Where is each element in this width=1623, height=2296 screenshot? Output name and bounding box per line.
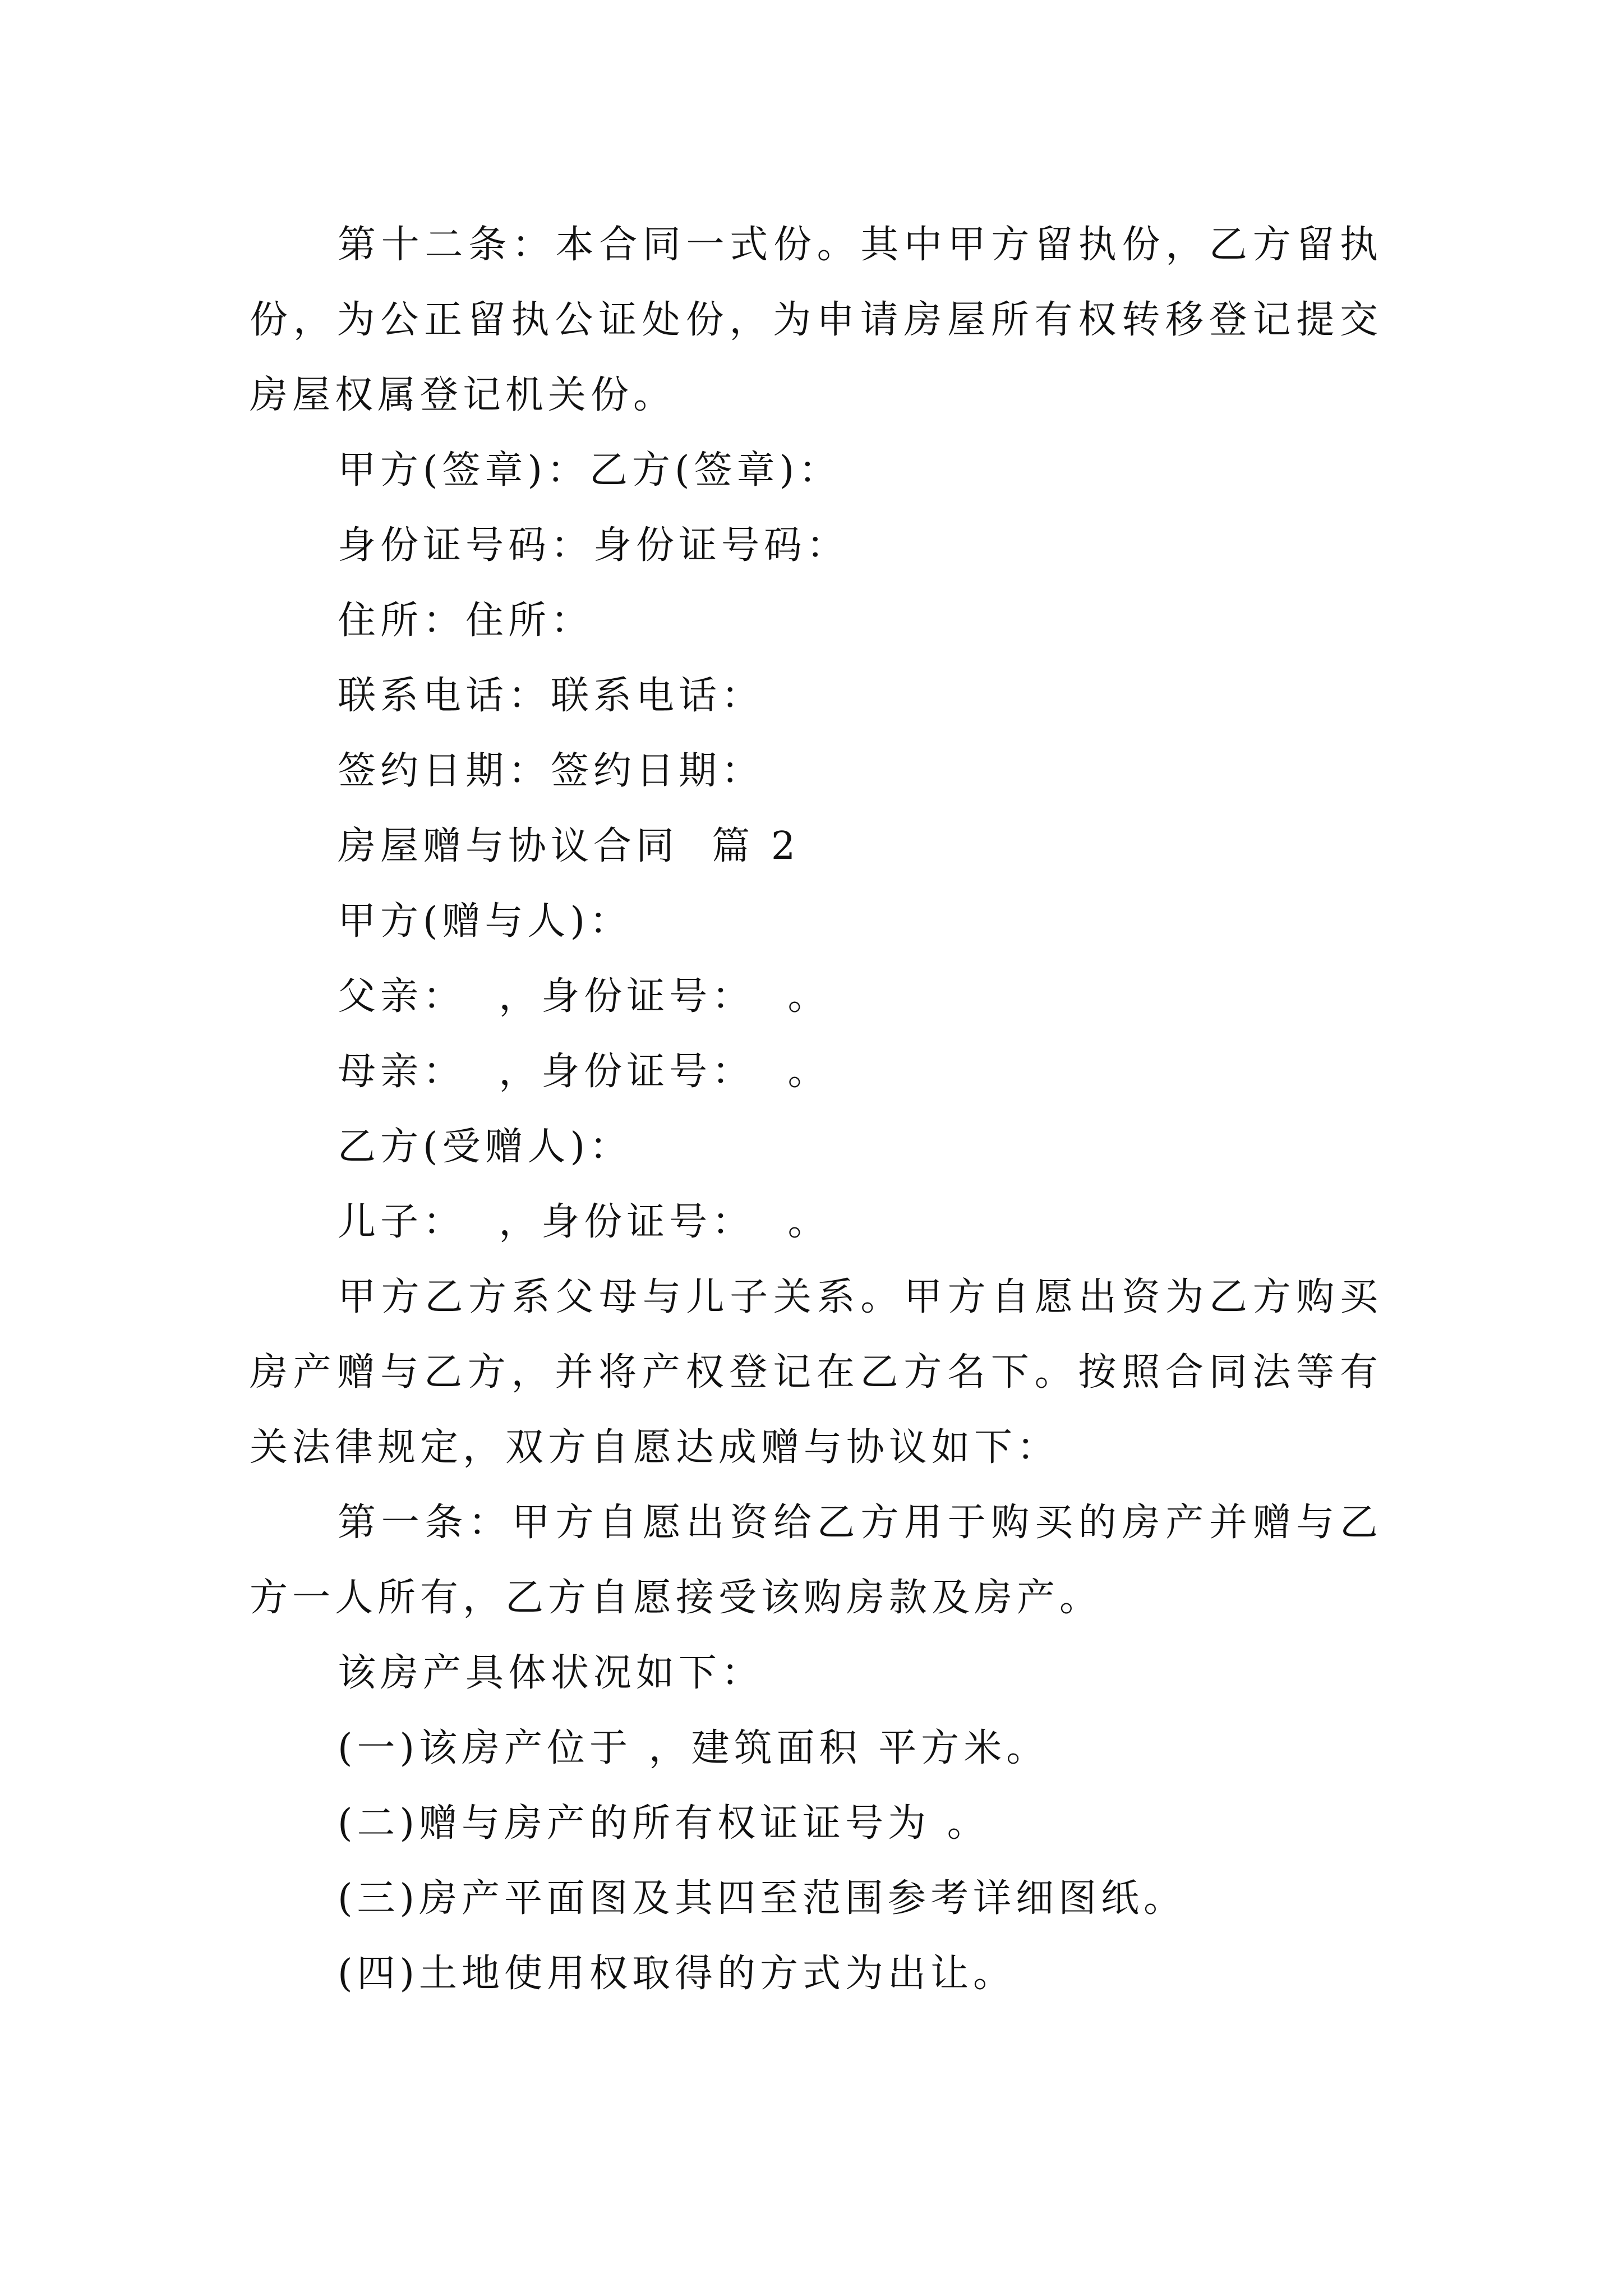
- property-item-3: (三)房产平面图及其四至范围参考详细图纸。: [338, 1876, 1187, 1921]
- father-line: 父亲： ，身份证号： 。: [338, 974, 831, 1019]
- signing-date-line: 签约日期：签约日期：: [338, 749, 764, 793]
- phone-line: 联系电话：联系电话：: [338, 674, 764, 718]
- id-number-line: 身份证号码：身份证号码：: [338, 523, 850, 568]
- party-b-heading: 乙方(受赠人)：: [338, 1125, 633, 1169]
- property-status-heading: 该房产具体状况如下：: [338, 1651, 764, 1695]
- son-line: 儿子： ，身份证号： 。: [338, 1200, 831, 1244]
- relationship-paragraph: 甲方乙方系父母与儿子关系。甲方自愿出资为乙方购买房产赠与乙方，并将产权登记在乙方名下。按照合同法等有关法律规定，双方自愿达成赠与协议如下：: [250, 1275, 1382, 1470]
- signature-line: 甲方(签章)：乙方(签章)：: [338, 448, 842, 493]
- article-12-paragraph: 第十二条：本合同一式份。其中甲方留执份，乙方留执份，为公正留执公证处份，为申请房屋所有权转移登记提交房屋权属登记机关份。: [250, 223, 1382, 417]
- section-heading: 房屋赠与协议合同 篇 2: [338, 824, 800, 868]
- mother-line: 母亲： ，身份证号： 。: [338, 1050, 831, 1094]
- property-item-2: (二)赠与房产的所有权证证号为 。: [338, 1801, 990, 1846]
- address-line: 住所：住所：: [338, 599, 594, 643]
- property-item-4: (四)土地使用权取得的方式为出让。: [338, 1952, 1016, 1996]
- document-body: [250, 208, 1382, 2012]
- party-a-heading: 甲方(赠与人)：: [338, 899, 633, 944]
- property-item-1: (一)该房产位于 ，建筑面积 平方米。: [338, 1726, 1049, 1770]
- article-1-paragraph: 第一条：甲方自愿出资给乙方用于购买的房产并赠与乙方一人所有，乙方自愿接受该购房款及房产。: [250, 1501, 1382, 1620]
